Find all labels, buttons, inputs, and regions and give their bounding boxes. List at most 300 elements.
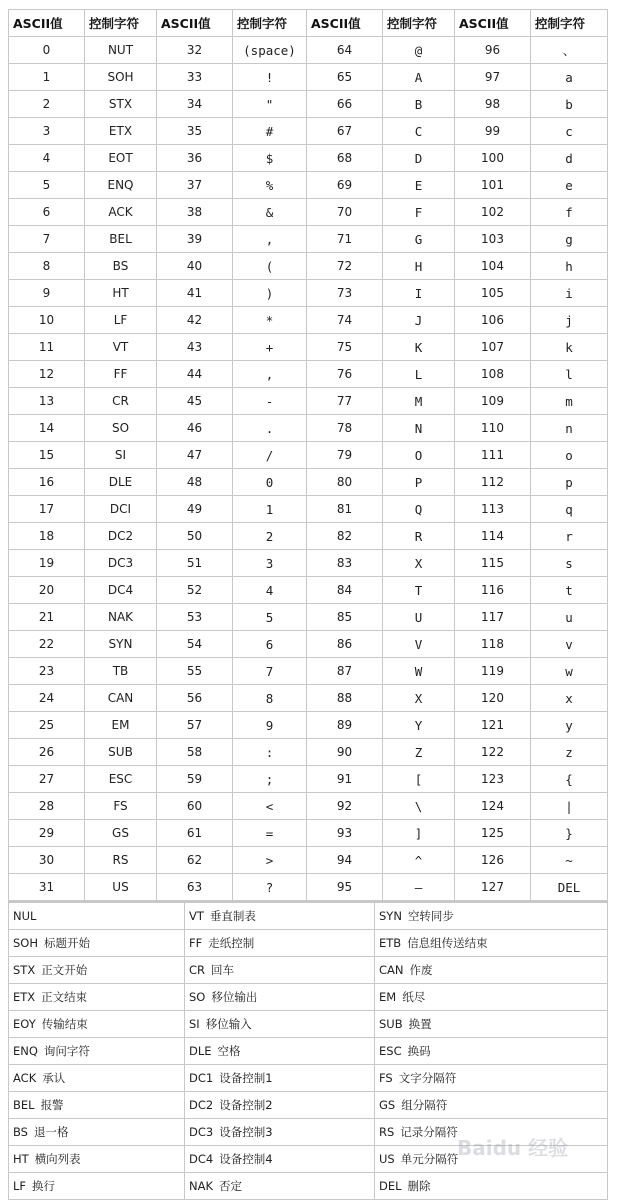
ascii-value-cell: 120 xyxy=(455,685,531,712)
ascii-value-cell: 59 xyxy=(157,766,233,793)
control-char-cell: o xyxy=(531,442,608,469)
control-char-cell: ACK xyxy=(85,199,157,226)
legend-desc: 传输结束 xyxy=(41,1017,88,1031)
legend-desc: 垂直制表 xyxy=(209,909,256,923)
table-row xyxy=(9,658,608,685)
control-char-cell: B xyxy=(383,91,455,118)
control-char-cell: FF xyxy=(85,361,157,388)
ascii-value-cell: 82 xyxy=(307,523,383,550)
ascii-value-cell: 40 xyxy=(157,253,233,280)
control-char-cell: - xyxy=(233,388,307,415)
table-row xyxy=(9,172,608,199)
control-char-cell: 2 xyxy=(233,523,307,550)
legend-cell xyxy=(185,1038,375,1065)
ascii-value-cell: 61 xyxy=(157,820,233,847)
ascii-value-cell: 94 xyxy=(307,847,383,874)
control-char-cell: D xyxy=(383,145,455,172)
control-char-cell: SYN xyxy=(85,631,157,658)
control-char-cell: % xyxy=(233,172,307,199)
control-char-cell: 1 xyxy=(233,496,307,523)
legend-abbr: HT xyxy=(13,1152,29,1166)
legend-row xyxy=(9,930,608,957)
control-char-cell: \ xyxy=(383,793,455,820)
control-char-cell: ( xyxy=(233,253,307,280)
ascii-value-cell: 0 xyxy=(9,37,85,64)
control-char-cell: W xyxy=(383,658,455,685)
legend-desc: 文字分隔符 xyxy=(398,1071,457,1085)
legend-abbr: EOY xyxy=(13,1017,36,1031)
control-char-cell: : xyxy=(233,739,307,766)
legend-abbr: DC2 xyxy=(189,1098,214,1112)
ascii-value-cell: 15 xyxy=(9,442,85,469)
control-char-cell: 4 xyxy=(233,577,307,604)
control-char-cell: q xyxy=(531,496,608,523)
legend-abbr: ETB xyxy=(379,936,402,950)
table-row xyxy=(9,469,608,496)
header-control-char: 控制字符 xyxy=(85,10,157,37)
control-char-cell: U xyxy=(383,604,455,631)
control-char-cell: , xyxy=(233,361,307,388)
legend-desc: 设备控制1 xyxy=(219,1071,273,1085)
ascii-value-cell: 5 xyxy=(9,172,85,199)
ascii-value-cell: 48 xyxy=(157,469,233,496)
legend-cell xyxy=(375,957,608,984)
legend-cell xyxy=(9,1173,185,1200)
control-char-cell: 3 xyxy=(233,550,307,577)
legend-cell xyxy=(185,1146,375,1173)
ascii-value-cell: 116 xyxy=(455,577,531,604)
table-row xyxy=(9,739,608,766)
table-row xyxy=(9,604,608,631)
legend-cell xyxy=(9,1011,185,1038)
ascii-value-cell: 30 xyxy=(9,847,85,874)
ascii-value-cell: 78 xyxy=(307,415,383,442)
control-char-cell: l xyxy=(531,361,608,388)
ascii-value-cell: 99 xyxy=(455,118,531,145)
control-char-cell: CAN xyxy=(85,685,157,712)
control-char-cell: EOT xyxy=(85,145,157,172)
control-char-cell: k xyxy=(531,334,608,361)
table-row xyxy=(9,199,608,226)
control-char-cell: NAK xyxy=(85,604,157,631)
ascii-value-cell: 39 xyxy=(157,226,233,253)
control-char-cell: v xyxy=(531,631,608,658)
control-char-cell: STX xyxy=(85,91,157,118)
control-char-cell: ) xyxy=(233,280,307,307)
control-char-cell: A xyxy=(383,64,455,91)
ascii-value-cell: 46 xyxy=(157,415,233,442)
legend-abbr: LF xyxy=(13,1179,27,1193)
control-char-cell: M xyxy=(383,388,455,415)
ascii-value-cell: 16 xyxy=(9,469,85,496)
table-row xyxy=(9,820,608,847)
control-char-cell: t xyxy=(531,577,608,604)
ascii-value-cell: 97 xyxy=(455,64,531,91)
control-char-cell: BS xyxy=(85,253,157,280)
control-char-cell: , xyxy=(233,226,307,253)
ascii-value-cell: 76 xyxy=(307,361,383,388)
legend-cell xyxy=(375,1011,608,1038)
ascii-value-cell: 86 xyxy=(307,631,383,658)
ascii-value-cell: 49 xyxy=(157,496,233,523)
ascii-value-cell: 107 xyxy=(455,334,531,361)
ascii-value-cell: 95 xyxy=(307,874,383,901)
control-char-cell: & xyxy=(233,199,307,226)
control-char-cell: [ xyxy=(383,766,455,793)
control-char-cell: N xyxy=(383,415,455,442)
control-char-cell: 9 xyxy=(233,712,307,739)
header-control-char: 控制字符 xyxy=(383,10,455,37)
control-char-cell: ! xyxy=(233,64,307,91)
control-char-cell: f xyxy=(531,199,608,226)
legend-cell xyxy=(9,984,185,1011)
legend-abbr: SI xyxy=(189,1017,200,1031)
legend-cell xyxy=(375,902,608,930)
control-char-cell: 8 xyxy=(233,685,307,712)
ascii-value-cell: 79 xyxy=(307,442,383,469)
legend-desc: 正文结束 xyxy=(41,990,88,1004)
control-char-cell: # xyxy=(233,118,307,145)
legend-abbr: DEL xyxy=(379,1179,402,1193)
table-row xyxy=(9,145,608,172)
control-char-cell: HT xyxy=(85,280,157,307)
control-char-cell: X xyxy=(383,685,455,712)
control-char-cell: j xyxy=(531,307,608,334)
control-char-cell: VT xyxy=(85,334,157,361)
control-char-cell: y xyxy=(531,712,608,739)
control-char-cell: P xyxy=(383,469,455,496)
legend-cell xyxy=(9,1038,185,1065)
control-char-cell: a xyxy=(531,64,608,91)
legend-desc: 横向列表 xyxy=(34,1152,81,1166)
control-char-cell: = xyxy=(233,820,307,847)
control-char-cell: J xyxy=(383,307,455,334)
table-row xyxy=(9,361,608,388)
legend-desc: 设备控制2 xyxy=(219,1098,273,1112)
ascii-value-cell: 53 xyxy=(157,604,233,631)
ascii-value-cell: 114 xyxy=(455,523,531,550)
legend-cell xyxy=(375,1065,608,1092)
legend-abbr: EM xyxy=(379,990,397,1004)
table-row xyxy=(9,874,608,901)
legend-abbr: DC3 xyxy=(189,1125,214,1139)
ascii-value-cell: 72 xyxy=(307,253,383,280)
legend-abbr: SUB xyxy=(379,1017,403,1031)
ascii-value-cell: 100 xyxy=(455,145,531,172)
ascii-value-cell: 67 xyxy=(307,118,383,145)
legend-row xyxy=(9,1011,608,1038)
legend-abbr: SO xyxy=(189,990,206,1004)
ascii-value-cell: 26 xyxy=(9,739,85,766)
ascii-value-cell: 119 xyxy=(455,658,531,685)
ascii-value-cell: 85 xyxy=(307,604,383,631)
table-row xyxy=(9,550,608,577)
table-row xyxy=(9,118,608,145)
control-char-cell: BEL xyxy=(85,226,157,253)
ascii-value-cell: 105 xyxy=(455,280,531,307)
legend-abbr: ENQ xyxy=(13,1044,38,1058)
table-row xyxy=(9,496,608,523)
ascii-value-cell: 29 xyxy=(9,820,85,847)
control-char-cell: > xyxy=(233,847,307,874)
ascii-value-cell: 73 xyxy=(307,280,383,307)
control-char-cell: C xyxy=(383,118,455,145)
control-char-cell: / xyxy=(233,442,307,469)
ascii-value-cell: 106 xyxy=(455,307,531,334)
ascii-value-cell: 121 xyxy=(455,712,531,739)
ascii-value-cell: 47 xyxy=(157,442,233,469)
ascii-value-cell: 13 xyxy=(9,388,85,415)
legend-desc: 标题开始 xyxy=(44,936,90,950)
ascii-value-cell: 55 xyxy=(157,658,233,685)
legend-desc: 正文开始 xyxy=(41,963,88,977)
legend-desc: 删除 xyxy=(407,1179,431,1193)
ascii-value-cell: 43 xyxy=(157,334,233,361)
ascii-value-cell: 4 xyxy=(9,145,85,172)
ascii-value-cell: 125 xyxy=(455,820,531,847)
legend-abbr: BS xyxy=(13,1125,28,1139)
ascii-value-cell: 23 xyxy=(9,658,85,685)
control-char-cell: V xyxy=(383,631,455,658)
ascii-value-cell: 64 xyxy=(307,37,383,64)
legend-row xyxy=(9,1065,608,1092)
control-char-cell: US xyxy=(85,874,157,901)
ascii-value-cell: 44 xyxy=(157,361,233,388)
ascii-value-cell: 102 xyxy=(455,199,531,226)
control-char-legend-table xyxy=(8,901,608,1200)
legend-desc: 组分隔符 xyxy=(401,1098,448,1112)
ascii-document xyxy=(8,9,607,1200)
ascii-value-cell: 22 xyxy=(9,631,85,658)
legend-cell xyxy=(185,1119,375,1146)
legend-abbr: DC1 xyxy=(189,1071,214,1085)
legend-desc: 纸尽 xyxy=(402,990,426,1004)
control-char-cell: p xyxy=(531,469,608,496)
ascii-value-cell: 12 xyxy=(9,361,85,388)
legend-desc: 移位输入 xyxy=(205,1017,252,1031)
table-row xyxy=(9,415,608,442)
legend-desc: 承认 xyxy=(42,1071,66,1085)
control-char-cell: SI xyxy=(85,442,157,469)
ascii-value-cell: 62 xyxy=(157,847,233,874)
ascii-value-cell: 126 xyxy=(455,847,531,874)
control-char-cell: 7 xyxy=(233,658,307,685)
ascii-value-cell: 87 xyxy=(307,658,383,685)
control-char-cell: * xyxy=(233,307,307,334)
legend-cell xyxy=(185,1173,375,1200)
control-char-cell: n xyxy=(531,415,608,442)
ascii-value-cell: 104 xyxy=(455,253,531,280)
legend-desc: 否定 xyxy=(219,1179,243,1193)
legend-abbr: CR xyxy=(189,963,206,977)
legend-desc: 换置 xyxy=(408,1017,432,1031)
ascii-value-cell: 34 xyxy=(157,91,233,118)
control-char-cell: Z xyxy=(383,739,455,766)
ascii-value-cell: 71 xyxy=(307,226,383,253)
legend-desc: 作废 xyxy=(409,963,433,977)
ascii-value-cell: 10 xyxy=(9,307,85,334)
ascii-value-cell: 32 xyxy=(157,37,233,64)
legend-desc: 换码 xyxy=(407,1044,431,1058)
legend-abbr: ACK xyxy=(13,1071,37,1085)
control-char-cell: 0 xyxy=(233,469,307,496)
legend-cell xyxy=(375,1146,608,1173)
control-char-cell: | xyxy=(531,793,608,820)
control-char-cell: < xyxy=(233,793,307,820)
ascii-value-cell: 7 xyxy=(9,226,85,253)
table-row xyxy=(9,226,608,253)
control-char-cell: G xyxy=(383,226,455,253)
control-char-cell: ; xyxy=(233,766,307,793)
table-row xyxy=(9,712,608,739)
legend-row xyxy=(9,902,608,930)
ascii-value-cell: 93 xyxy=(307,820,383,847)
ascii-value-cell: 51 xyxy=(157,550,233,577)
ascii-value-cell: 101 xyxy=(455,172,531,199)
table-row xyxy=(9,37,608,64)
ascii-value-cell: 33 xyxy=(157,64,233,91)
table-row xyxy=(9,307,608,334)
control-char-cell: CR xyxy=(85,388,157,415)
legend-abbr: VT xyxy=(189,909,204,923)
table-header-row xyxy=(9,10,608,37)
ascii-value-cell: 66 xyxy=(307,91,383,118)
ascii-value-cell: 77 xyxy=(307,388,383,415)
control-char-cell: i xyxy=(531,280,608,307)
ascii-value-cell: 89 xyxy=(307,712,383,739)
ascii-value-cell: 90 xyxy=(307,739,383,766)
control-char-cell: FS xyxy=(85,793,157,820)
ascii-value-cell: 81 xyxy=(307,496,383,523)
ascii-value-cell: 57 xyxy=(157,712,233,739)
legend-cell xyxy=(375,930,608,957)
table-row xyxy=(9,334,608,361)
legend-cell xyxy=(185,984,375,1011)
control-char-cell: b xyxy=(531,91,608,118)
ascii-value-cell: 36 xyxy=(157,145,233,172)
ascii-value-cell: 6 xyxy=(9,199,85,226)
ascii-value-cell: 74 xyxy=(307,307,383,334)
control-char-cell: r xyxy=(531,523,608,550)
ascii-value-cell: 84 xyxy=(307,577,383,604)
ascii-value-cell: 80 xyxy=(307,469,383,496)
control-char-cell: GS xyxy=(85,820,157,847)
legend-desc: 走纸控制 xyxy=(208,936,255,950)
legend-desc: 回车 xyxy=(211,963,235,977)
watermark-text: Baidu 经验 xyxy=(457,1136,569,1160)
control-char-cell: (space) xyxy=(233,37,307,64)
legend-cell xyxy=(375,1173,608,1200)
ascii-value-cell: 65 xyxy=(307,64,383,91)
header-ascii-value: ASCII值 xyxy=(455,10,531,37)
ascii-value-cell: 19 xyxy=(9,550,85,577)
legend-cell xyxy=(185,1092,375,1119)
ascii-value-cell: 70 xyxy=(307,199,383,226)
ascii-value-cell: 115 xyxy=(455,550,531,577)
control-char-cell: ETX xyxy=(85,118,157,145)
ascii-value-cell: 68 xyxy=(307,145,383,172)
ascii-value-cell: 54 xyxy=(157,631,233,658)
legend-desc: 询问字符 xyxy=(43,1044,90,1058)
legend-abbr: DC4 xyxy=(189,1152,214,1166)
legend-desc: 单元分隔符 xyxy=(400,1152,459,1166)
legend-cell xyxy=(9,957,185,984)
legend-desc: 空格 xyxy=(217,1044,241,1058)
control-char-cell: DCI xyxy=(85,496,157,523)
ascii-value-cell: 11 xyxy=(9,334,85,361)
legend-abbr: US xyxy=(379,1152,395,1166)
control-char-cell: SO xyxy=(85,415,157,442)
legend-cell xyxy=(185,957,375,984)
ascii-value-cell: 35 xyxy=(157,118,233,145)
ascii-value-cell: 21 xyxy=(9,604,85,631)
control-char-cell: F xyxy=(383,199,455,226)
ascii-value-cell: 20 xyxy=(9,577,85,604)
legend-row xyxy=(9,1119,608,1146)
control-char-cell: DC4 xyxy=(85,577,157,604)
ascii-value-cell: 109 xyxy=(455,388,531,415)
table-row xyxy=(9,766,608,793)
table-row xyxy=(9,442,608,469)
legend-desc: 设备控制3 xyxy=(219,1125,273,1139)
control-char-cell: — xyxy=(383,874,455,901)
ascii-value-cell: 2 xyxy=(9,91,85,118)
legend-cell xyxy=(185,930,375,957)
control-char-cell: H xyxy=(383,253,455,280)
legend-desc: 信息组传送结束 xyxy=(407,936,488,950)
control-char-cell: ESC xyxy=(85,766,157,793)
ascii-value-cell: 110 xyxy=(455,415,531,442)
ascii-value-cell: 1 xyxy=(9,64,85,91)
control-char-cell: O xyxy=(383,442,455,469)
ascii-value-cell: 108 xyxy=(455,361,531,388)
ascii-value-cell: 83 xyxy=(307,550,383,577)
ascii-value-cell: 31 xyxy=(9,874,85,901)
control-char-cell: I xyxy=(383,280,455,307)
control-char-cell: m xyxy=(531,388,608,415)
control-char-cell: E xyxy=(383,172,455,199)
control-char-cell: + xyxy=(233,334,307,361)
header-ascii-value: ASCII值 xyxy=(157,10,233,37)
legend-cell xyxy=(375,984,608,1011)
control-char-cell: TB xyxy=(85,658,157,685)
header-control-char: 控制字符 xyxy=(233,10,307,37)
control-char-cell: RS xyxy=(85,847,157,874)
ascii-value-cell: 8 xyxy=(9,253,85,280)
ascii-value-cell: 98 xyxy=(455,91,531,118)
control-char-cell: Q xyxy=(383,496,455,523)
legend-abbr: RS xyxy=(379,1125,395,1139)
control-char-cell: } xyxy=(531,820,608,847)
legend-row xyxy=(9,1146,608,1173)
control-char-cell: Y xyxy=(383,712,455,739)
legend-abbr: NAK xyxy=(189,1179,214,1193)
ascii-value-cell: 113 xyxy=(455,496,531,523)
ascii-value-cell: 52 xyxy=(157,577,233,604)
table-row xyxy=(9,577,608,604)
legend-row xyxy=(9,1173,608,1200)
ascii-value-cell: 123 xyxy=(455,766,531,793)
ascii-value-cell: 28 xyxy=(9,793,85,820)
ascii-value-cell: 60 xyxy=(157,793,233,820)
ascii-value-cell: 17 xyxy=(9,496,85,523)
legend-desc: 换行 xyxy=(32,1179,56,1193)
ascii-value-cell: 92 xyxy=(307,793,383,820)
ascii-value-cell: 25 xyxy=(9,712,85,739)
ascii-value-cell: 58 xyxy=(157,739,233,766)
table-row xyxy=(9,280,608,307)
control-char-cell: ^ xyxy=(383,847,455,874)
